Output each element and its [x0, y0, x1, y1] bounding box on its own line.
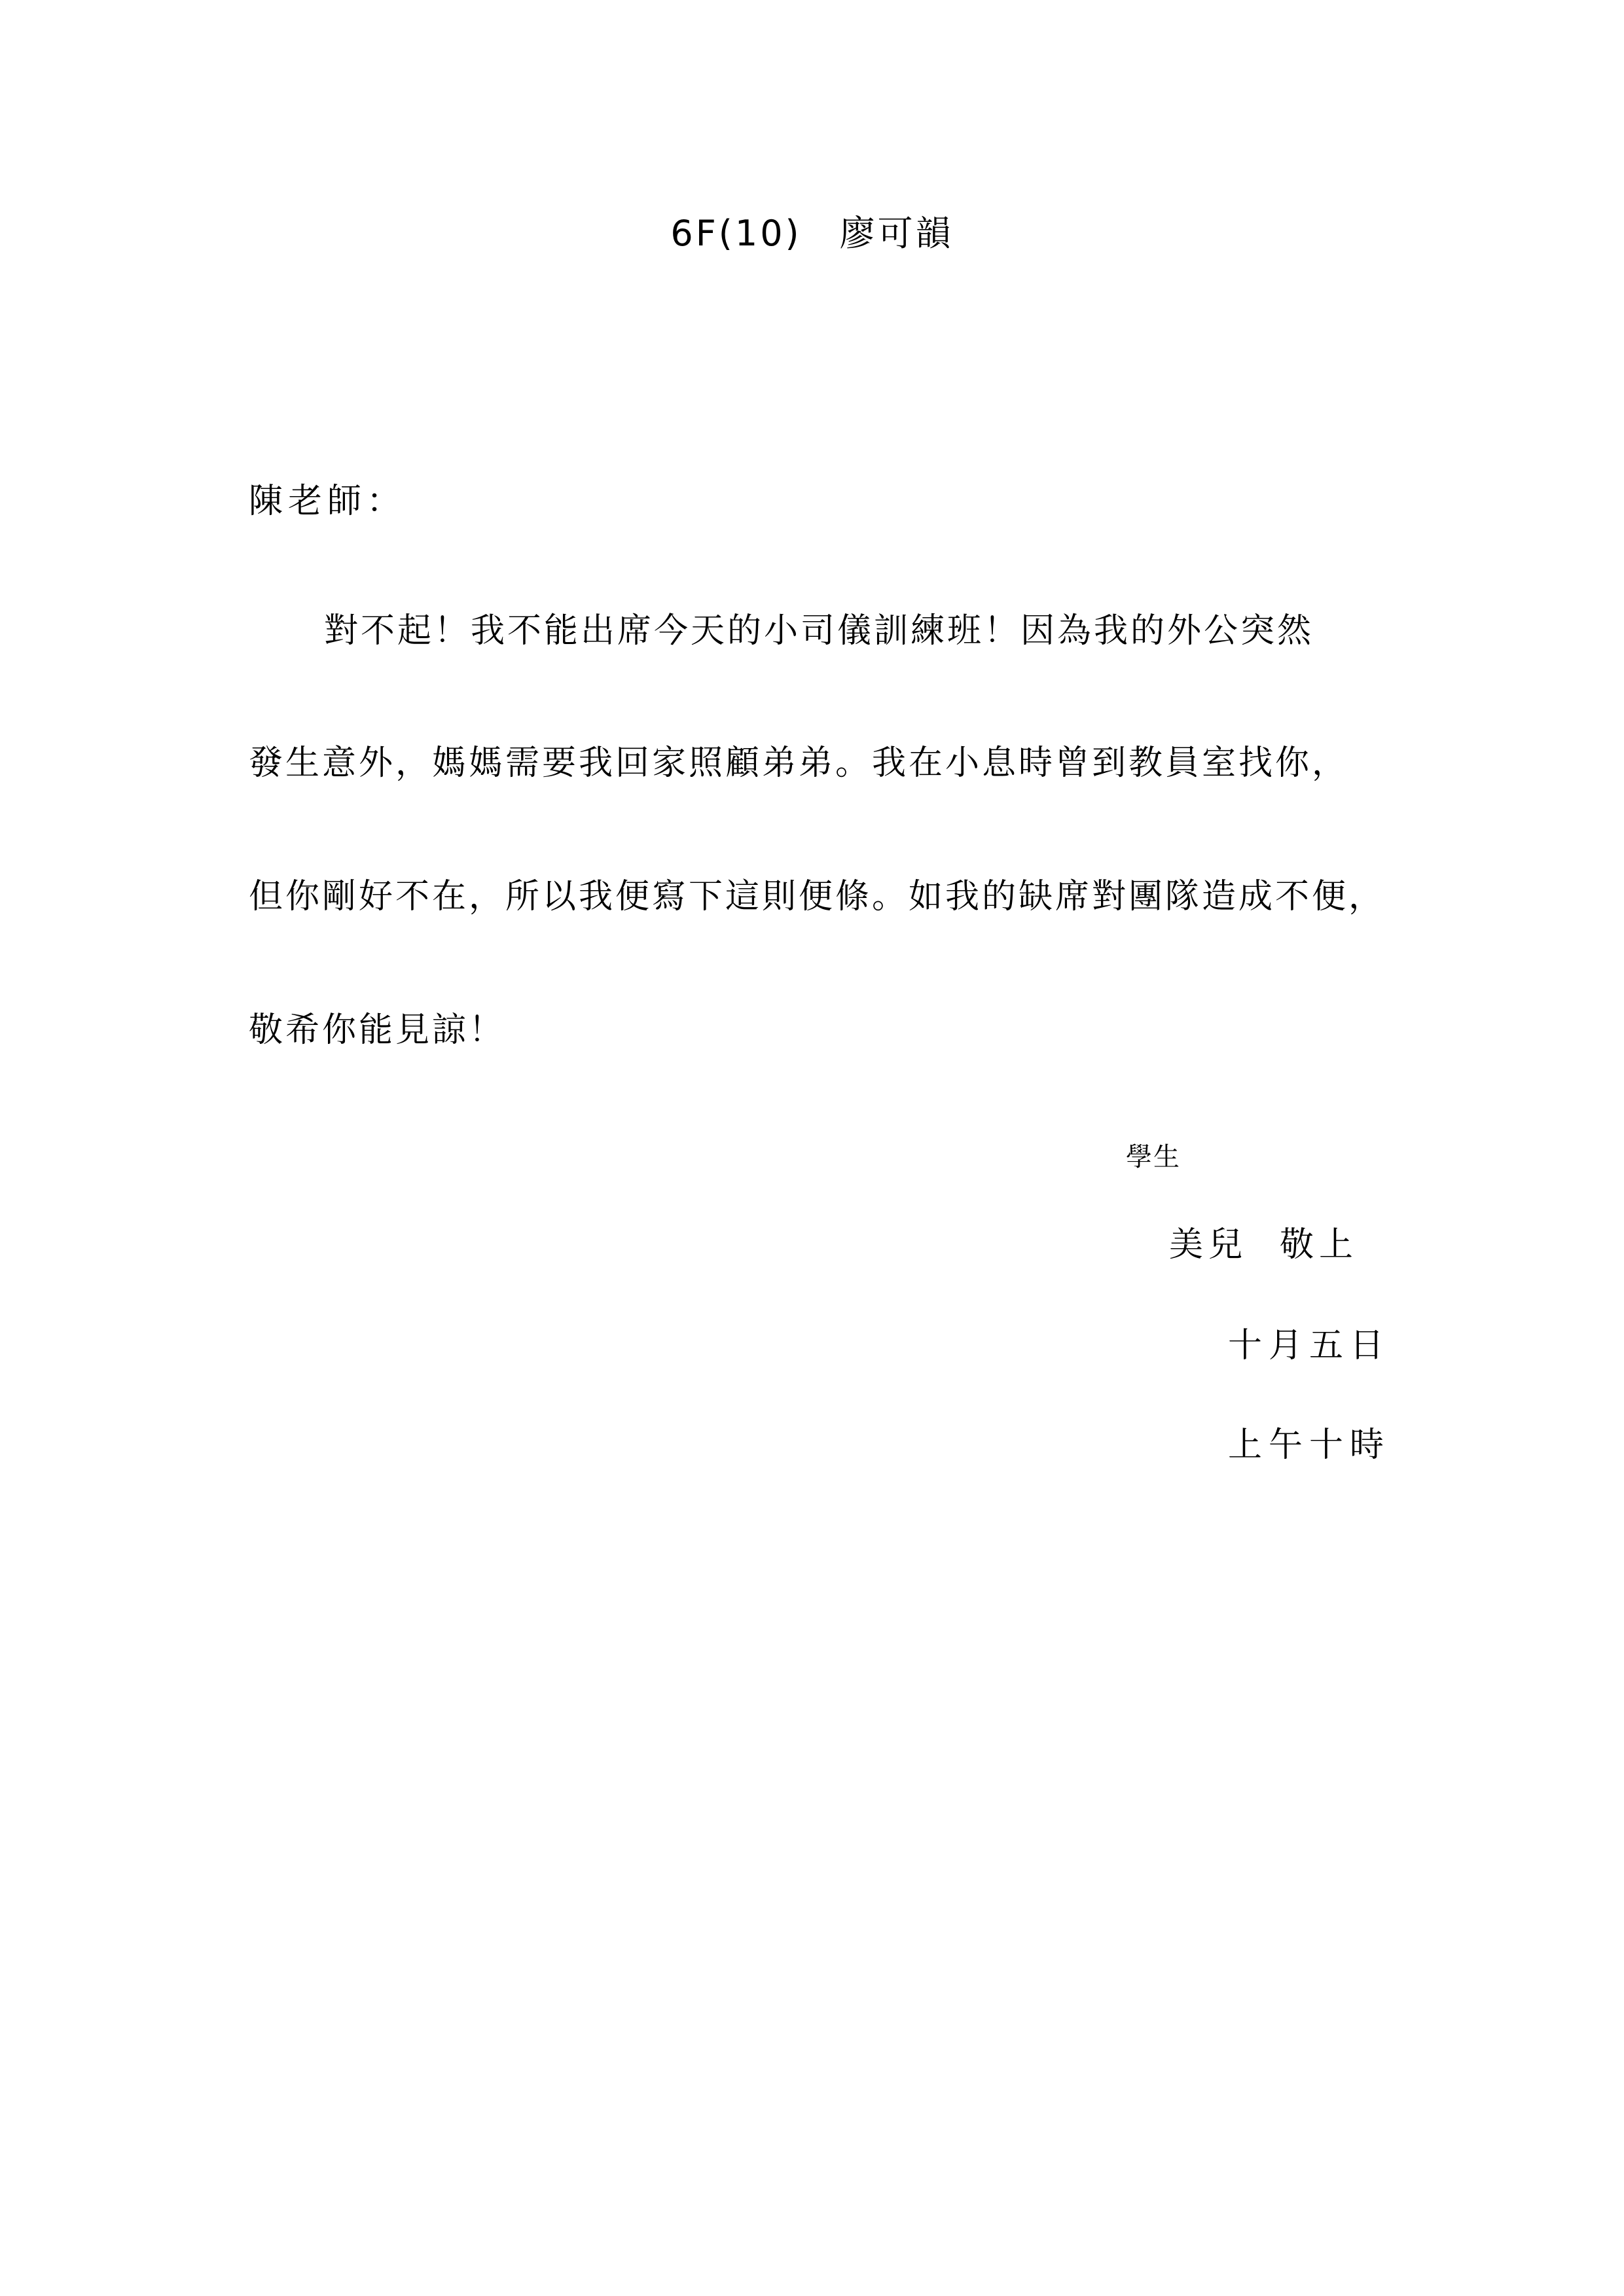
signature-time: 上午十時: [1228, 1426, 1391, 1465]
body-line-1: 對不起！我不能出席今天的小司儀訓練班！因為我的外公突然: [324, 611, 1314, 651]
salutation: 陳老師：: [249, 482, 406, 521]
body-line-3: 但你剛好不在，所以我便寫下這則便條。如我的缺席對團隊造成不便，: [249, 877, 1386, 916]
signature-date: 十月五日: [1228, 1326, 1391, 1365]
body-line-4: 敬希你能見諒！: [249, 1011, 506, 1050]
body-line-2: 發生意外，媽媽需要我回家照顧弟弟。我在小息時曾到教員室找你，: [249, 744, 1349, 783]
signature-role: 學生: [1126, 1142, 1181, 1172]
student-header: 6F(10) 廖可韻: [670, 213, 954, 254]
signature-name: 美兒 敬上: [1169, 1225, 1359, 1265]
